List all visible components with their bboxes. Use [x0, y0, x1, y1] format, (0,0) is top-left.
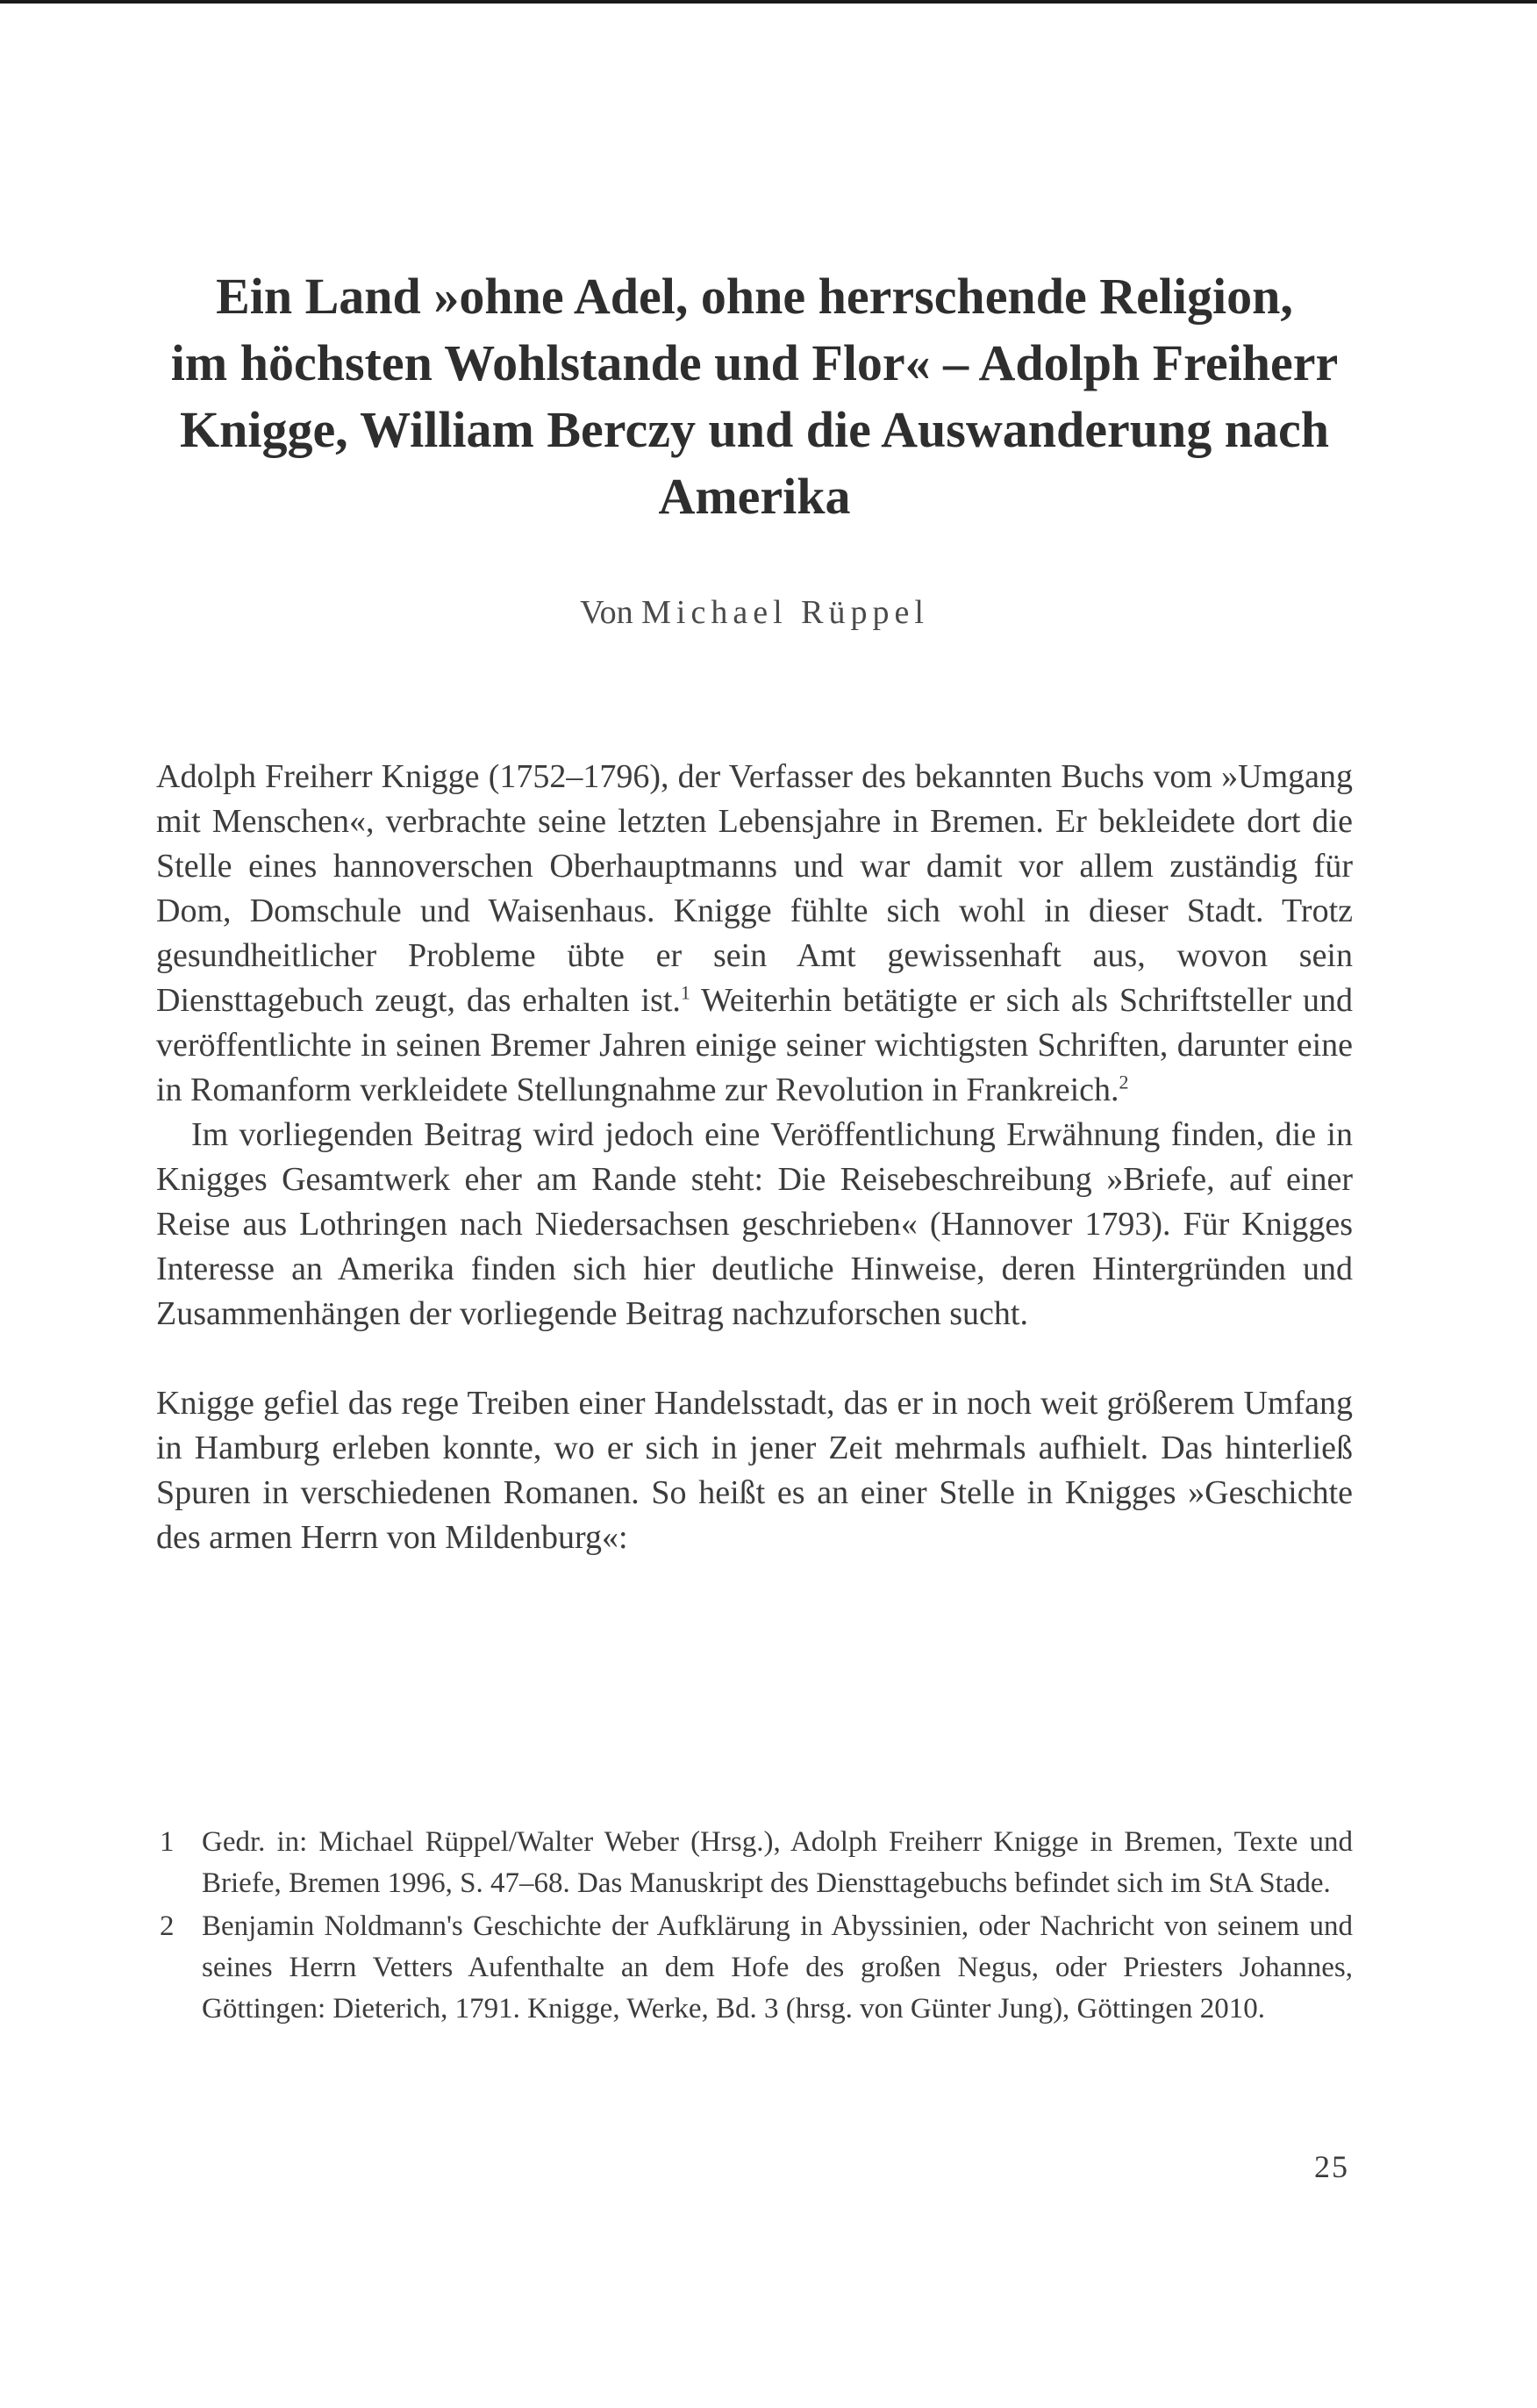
- paragraph-1-part-b: Weiterhin betätigte er sich als Schriftsteller und veröffentlichte in seinen Bremer Jahren einige seiner wichtigsten Schriften, darunter eine in Romanform verkleidete Stellungnahme zur Revolution in Frankreich.: [156, 982, 1353, 1108]
- footnote-text: Gedr. in: Michael Rüppel/Walter Weber (Hrsg.), Adolph Freiherr Knigge in Bremen, Texte und Briefe, Bremen 1996, S. 47–68. Das Manuskript des Diensttagebuchs befindet sich im StA Stade.: [202, 1826, 1353, 1899]
- footnote-ref-2: 2: [1119, 1071, 1129, 1093]
- paragraph-1-part-a: Adolph Freiherr Knigge (1752–1796), der Verfasser des bekannten Buchs vom »Umgang mit Menschen«, verbrachte seine letzten Lebensjahre in Bremen. Er bekleidete dort die Stelle eines hannoverschen Oberhauptmanns und war damit vor allem zuständig für Dom, Domschule und Waisenhaus. Knigge fühlte sich wohl in dieser Stadt. Trotz gesundheitlicher Probleme übte er sein Amt gewissenhaft aus, wovon sein Diensttagebuch zeugt, das erhalten ist.: [156, 758, 1353, 1019]
- byline-prefix: Von: [580, 594, 633, 631]
- article-body: [156, 755, 1353, 1560]
- title-line-3: Knigge, William Berczy und die Auswanderung nach: [179, 401, 1330, 458]
- title-line-4: Amerika: [658, 468, 851, 525]
- footnote-number: 2: [160, 1910, 175, 1942]
- page-content: [156, 263, 1353, 1560]
- title-line-2: im höchsten Wohlstande und Flor« – Adolph Freiherr: [170, 334, 1339, 391]
- footnote-2: [156, 1906, 1353, 2030]
- top-border-rule: [0, 0, 1537, 4]
- paragraph-1: [156, 755, 1353, 1113]
- footnote-ref-1: 1: [680, 981, 690, 1004]
- article-title: [156, 263, 1353, 530]
- author-byline: [156, 593, 1353, 632]
- paragraph-3: Knigge gefiel das rege Treiben einer Handelsstadt, das er in noch weit größerem Umfang in Hamburg erleben konnte, wo er sich in jener Zeit mehrmals aufhielt. Das hinterließ Spuren in verschiedenen Romanen. So heißt es an einer Stelle in Knigges »Geschichte des armen Herrn von Mildenburg«:: [156, 1385, 1353, 1556]
- page-number: 25: [1314, 2149, 1349, 2184]
- footnotes: [156, 1822, 1353, 2032]
- author-name: Michael Rüppel: [641, 594, 929, 631]
- footnote-text: Benjamin Noldmann's Geschichte der Aufklärung in Abyssinien, oder Nachricht von seinem und seines Herrn Vetters Aufenthalte an dem Hofe des großen Negus, oder Priesters Johannes, Göttingen: Dieterich, 1791. Knigge, Werke, Bd. 3 (hrsg. von Günter Jung), Göttingen 2010.: [202, 1910, 1353, 2025]
- footnote-1: [156, 1822, 1353, 1904]
- paragraph-2: Im vorliegenden Beitrag wird jedoch eine Veröffentlichung Erwähnung finden, die in Knigges Gesamtwerk eher am Rande steht: Die Reisebeschreibung »Briefe, auf einer Reise aus Lothringen nach Niedersachsen geschrieben« (Hannover 1793). Für Knigges Interesse an Amerika finden sich hier deutliche Hinweise, deren Hintergründen und Zusammenhängen der vorliegende Beitrag nachzuforschen sucht.: [156, 1116, 1353, 1332]
- title-line-1: Ein Land »ohne Adel, ohne herrschende Religion,: [216, 268, 1293, 325]
- footnote-number: 1: [160, 1826, 175, 1858]
